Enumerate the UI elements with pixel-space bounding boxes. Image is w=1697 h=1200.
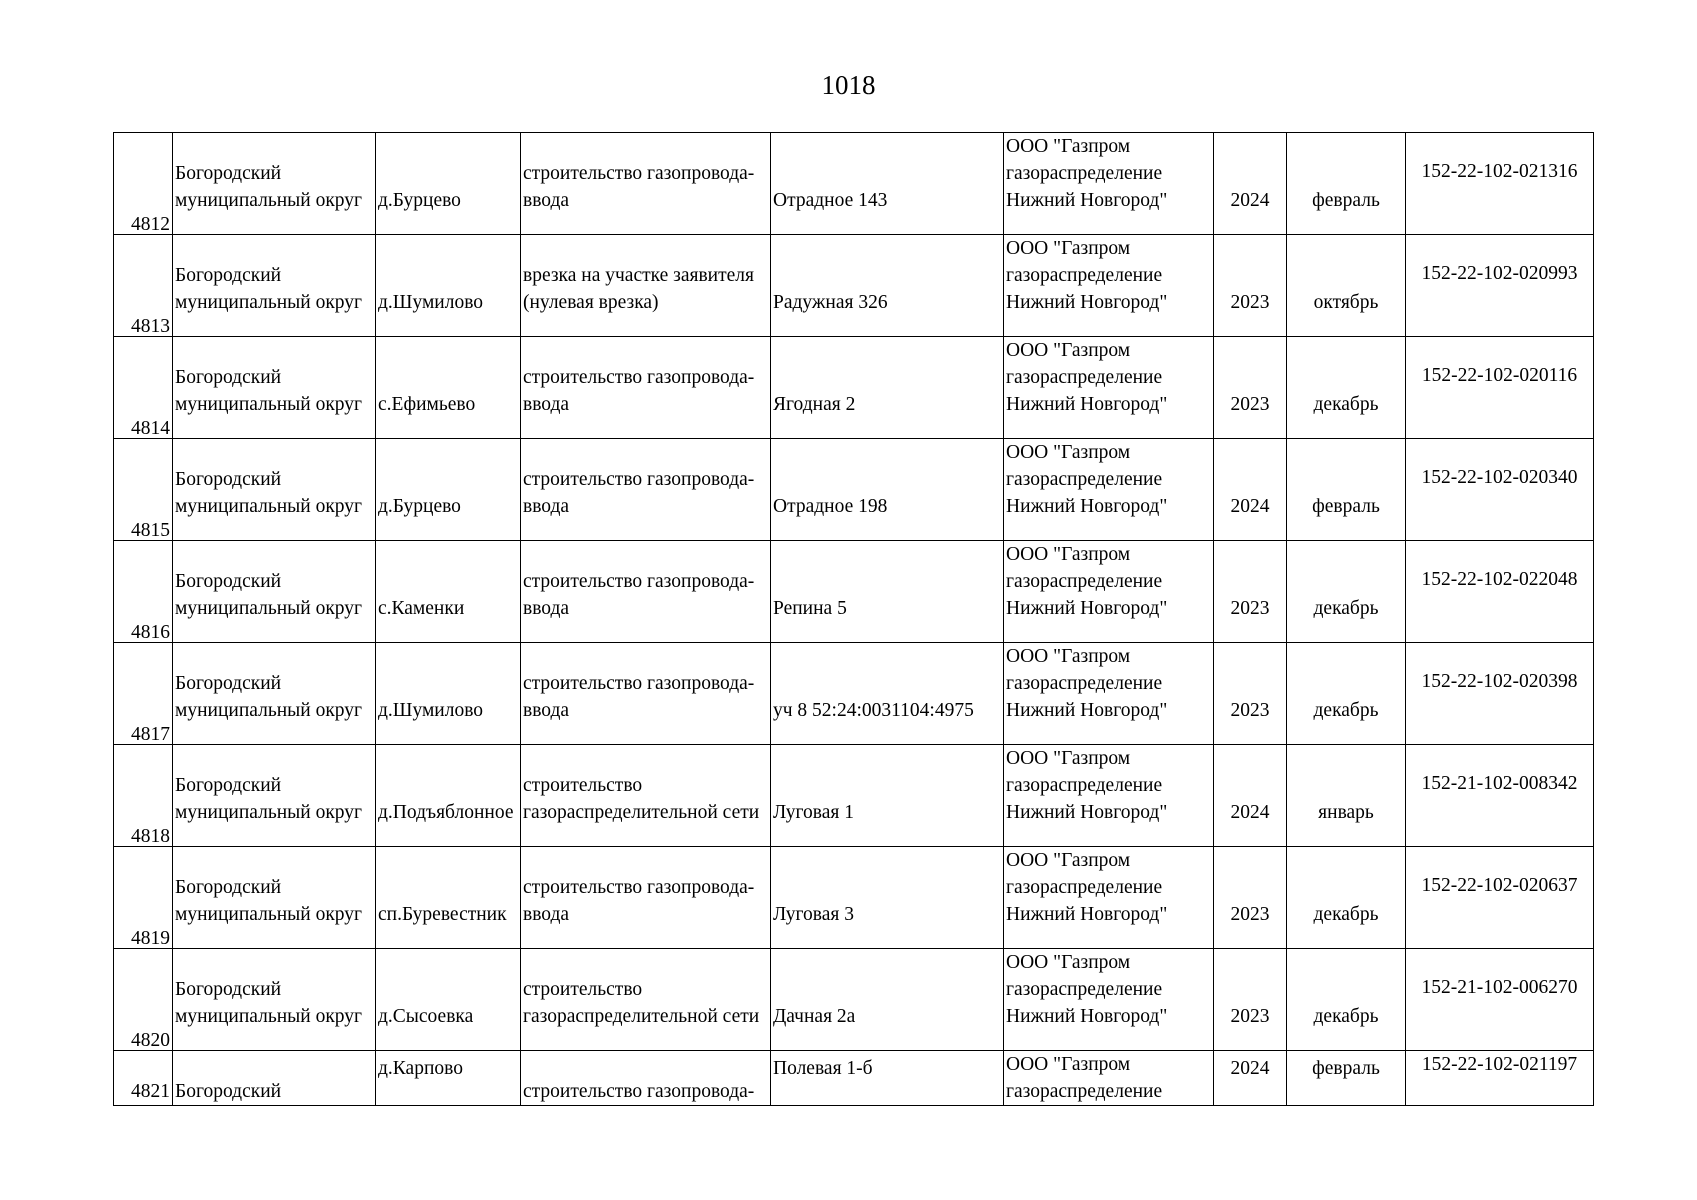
locality: сп.Буревестник [378,904,507,925]
address: Отрадное 143 [773,190,888,211]
month: декабрь [1313,394,1379,415]
table-row [114,643,1594,745]
organization-line-2: газораспределение [1006,673,1163,694]
district-line-2: муниципальный округ [175,190,363,211]
row-number: 4819 [131,928,170,949]
row-number: 4817 [131,724,170,745]
address: Ягодная 2 [773,394,856,415]
work-type-line-1: строительство газопровода- [523,673,755,694]
district-cell [173,847,376,949]
connection-code: 152-22-102-020340 [1421,467,1578,488]
year-cell [1214,949,1287,1051]
row-number: 4818 [131,826,170,847]
district-line-1: Богородский [175,877,282,898]
work-type-line-1: строительство газопровода- [523,163,755,184]
address-cell [771,541,1004,643]
month-cell [1287,541,1406,643]
district-line-1: Богородский [175,469,282,490]
district-cell [173,235,376,337]
month: январь [1318,802,1374,823]
organization-line-3: Нижний Новгород" [1006,292,1168,313]
address: Радужная 326 [773,292,888,313]
address: Луговая 3 [773,904,854,925]
work-type-line-1: строительство газопровода- [523,469,755,490]
organization-line-3: Нижний Новгород" [1006,700,1168,721]
locality: д.Шумилово [378,292,484,313]
district-line-1: Богородский [175,775,282,796]
connection-code: 152-21-102-006270 [1421,977,1578,998]
district-line-1: Богородский [175,673,282,694]
registry-body [114,133,1594,1106]
month-cell [1287,235,1406,337]
organization-line-1: ООО "Газпром [1006,544,1131,565]
organization-cell [1004,235,1214,337]
work-type-line-2: (нулевая врезка) [523,292,659,313]
code-cell [1406,1051,1594,1106]
organization-line-1: ООО "Газпром [1006,136,1131,157]
row-number: 4816 [131,622,170,643]
district-line-1: Богородский [175,367,282,388]
district-line-2: муниципальный округ [175,292,363,313]
district-line-2: муниципальный округ [175,496,363,517]
address: Луговая 1 [773,802,854,823]
row-number: 4815 [131,520,170,541]
year: 2024 [1230,496,1270,517]
year-cell [1214,541,1287,643]
organization-cell [1004,541,1214,643]
connection-code: 152-22-102-020398 [1421,671,1578,692]
organization-line-1: ООО "Газпром [1006,1054,1131,1075]
year: 2023 [1230,394,1270,415]
year: 2024 [1230,190,1270,211]
locality: д.Шумилово [378,700,484,721]
code: 152-22-102-021197 [1421,1054,1578,1075]
district-line-2: муниципальный округ [175,1006,363,1027]
district-cell [173,541,376,643]
month: декабрь [1313,700,1379,721]
work-type-line-2: ввода [523,496,570,517]
work-type-line-1: строительство газопровода- [523,571,755,592]
work-type-line-2: газораспределительной сети [523,1006,760,1027]
year-cell [1214,439,1287,541]
locality-cell [376,1051,521,1106]
page-number: 1018 [821,70,876,100]
locality: с.Ефимьево [378,394,476,415]
year: 2024 [1230,1058,1270,1079]
organization-line-3: Нижний Новгород" [1006,802,1168,823]
work-type-line-2: ввода [523,394,570,415]
address-cell [771,439,1004,541]
table-row [114,949,1594,1051]
connection-code: 152-22-102-022048 [1421,569,1578,590]
row-number-cell [114,133,173,235]
code-cell [1406,337,1594,439]
code-cell [1406,235,1594,337]
month: декабрь [1313,598,1379,619]
district-line-2: муниципальный округ [175,700,363,721]
organization-cell [1004,949,1214,1051]
month-cell [1287,643,1406,745]
row-number: 4812 [131,214,170,235]
organization-line-1: ООО "Газпром [1006,442,1131,463]
locality-cell [376,643,521,745]
address: Полевая 1-б [773,1058,873,1079]
code-cell [1406,745,1594,847]
address-cell [771,949,1004,1051]
district-cell [173,133,376,235]
year-cell [1214,745,1287,847]
organization-cell [1004,745,1214,847]
work-type-line-1: строительство газопровода- [523,877,755,898]
row-number-cell [114,541,173,643]
organization-line-3: Нижний Новгород" [1006,904,1168,925]
organization-line-2: газораспределение [1006,979,1163,1000]
work-type-line-1: врезка на участке заявителя [523,265,754,286]
district-line-1: Богородский [175,163,282,184]
year-cell [1214,643,1287,745]
table-row [114,1051,1594,1106]
organization-line-3: Нижний Новгород" [1006,496,1168,517]
locality: д.Подъяблонное [378,802,514,823]
organization-cell [1004,847,1214,949]
row-number-cell [114,235,173,337]
year-cell [1214,133,1287,235]
work-type-cell [521,439,771,541]
district-line-1: Богородский [175,265,282,286]
work-type-line-1: строительство [523,979,643,1000]
organization-cell [1004,1051,1214,1106]
organization-line-3: Нижний Новгород" [1006,1006,1168,1027]
organization-line-1: ООО "Газпром [1006,646,1131,667]
table-row [114,847,1594,949]
locality: д.Сысоевка [378,1006,474,1027]
organization-line-2: газораспределение [1006,775,1163,796]
organization-line-1: ООО "Газпром [1006,952,1131,973]
organization-line-1: ООО "Газпром [1006,850,1131,871]
year: 2023 [1230,598,1270,619]
address-cell [771,745,1004,847]
organization-line-1: ООО "Газпром [1006,238,1131,259]
organization-line-2: газораспределение [1006,163,1163,184]
district-cell [173,949,376,1051]
organization-cell [1004,439,1214,541]
code-cell [1406,949,1594,1051]
work-type-line-2: газораспределительной сети [523,802,760,823]
organization-cell [1004,337,1214,439]
organization-line-2: газораспределение [1006,877,1163,898]
organization-line-1: ООО "Газпром [1006,340,1131,361]
month-cell [1287,745,1406,847]
connection-code: 152-22-102-020637 [1421,875,1578,896]
district-cell [173,1051,376,1106]
row-number: 4821 [131,1081,170,1102]
year-cell [1214,235,1287,337]
connection-code: 152-22-102-021316 [1421,161,1578,182]
locality-cell [376,133,521,235]
address-cell [771,337,1004,439]
locality-cell [376,235,521,337]
code-cell [1406,133,1594,235]
work-type-line-2: ввода [523,700,570,721]
work-type-line-2: ввода [523,904,570,925]
year-cell [1214,1051,1287,1106]
row-number-cell [114,745,173,847]
organization-line-2: газораспределение [1006,469,1163,490]
organization-line-2: газораспределение [1006,265,1163,286]
address: Репина 5 [773,598,847,619]
organization-line-3: Нижний Новгород" [1006,598,1168,619]
month: октябрь [1313,292,1379,313]
code-cell [1406,541,1594,643]
organization-line-2: газораспределение [1006,571,1163,592]
work-type-cell [521,949,771,1051]
year: 2023 [1230,904,1270,925]
row-number: 4814 [131,418,170,439]
district-line-2: Богородский [175,1081,282,1102]
month: февраль [1312,190,1380,211]
month: декабрь [1313,904,1379,925]
work-type-line-1: строительство [523,775,643,796]
table-row [114,745,1594,847]
district-cell [173,643,376,745]
district-line-2: муниципальный округ [175,904,363,925]
work-type-cell [521,337,771,439]
month: февраль [1312,1058,1380,1079]
locality-cell [376,337,521,439]
row-number-cell [114,337,173,439]
work-type-line-2: строительство газопровода- [523,1081,755,1102]
month-cell [1287,1051,1406,1106]
locality-cell [376,949,521,1051]
year: 2024 [1230,802,1270,823]
month-cell [1287,949,1406,1051]
district-line-1: Богородский [175,979,282,1000]
district-line-2: муниципальный округ [175,598,363,619]
work-type-line-1: строительство газопровода- [523,367,755,388]
organization-line-2: газораспределение [1006,367,1163,388]
row-number-cell [114,643,173,745]
year: 2023 [1230,700,1270,721]
code-cell [1406,643,1594,745]
month: декабрь [1313,1006,1379,1027]
year-cell [1214,847,1287,949]
locality: с.Каменки [378,598,465,619]
row-number-cell [114,439,173,541]
locality-cell [376,541,521,643]
work-type-line-2: ввода [523,190,570,211]
district-cell [173,745,376,847]
month: февраль [1312,496,1380,517]
code-cell [1406,847,1594,949]
organization-line-1: ООО "Газпром [1006,748,1131,769]
registry-table [113,132,1594,1106]
row-number: 4813 [131,316,170,337]
work-type-line-2: ввода [523,598,570,619]
year-cell [1214,337,1287,439]
work-type-cell [521,235,771,337]
row-number-cell [114,949,173,1051]
organization-cell [1004,133,1214,235]
locality: д.Бурцево [378,190,461,211]
address-cell [771,133,1004,235]
locality: д.Бурцево [378,496,461,517]
year: 2023 [1230,292,1270,313]
year: 2023 [1230,1006,1270,1027]
work-type-cell [521,1051,771,1106]
locality-cell [376,439,521,541]
address: уч 8 52:24:0031104:4975 [773,700,974,721]
row-number-cell [114,847,173,949]
work-type-cell [521,745,771,847]
work-type-cell [521,541,771,643]
district-cell [173,337,376,439]
address: Отрадное 198 [773,496,888,517]
table-row [114,133,1594,235]
work-type-cell [521,133,771,235]
organization-line-3: Нижний Новгород" [1006,394,1168,415]
table-row [114,235,1594,337]
organization-line-2: газораспределение [1006,1081,1163,1102]
connection-code: 152-22-102-020116 [1421,365,1578,386]
month-cell [1287,133,1406,235]
table-row [114,337,1594,439]
address: Дачная 2а [773,1006,856,1027]
code-cell [1406,439,1594,541]
row-number: 4820 [131,1030,170,1051]
address-cell [771,847,1004,949]
table-row [114,439,1594,541]
work-type-cell [521,847,771,949]
month-cell [1287,439,1406,541]
month-cell [1287,847,1406,949]
district-cell [173,439,376,541]
address-cell [771,1051,1004,1106]
locality: д.Карпово [378,1058,463,1079]
work-type-cell [521,643,771,745]
district-line-2: муниципальный округ [175,394,363,415]
organization-cell [1004,643,1214,745]
organization-line-3: Нижний Новгород" [1006,190,1168,211]
row-number-cell [114,1051,173,1106]
connection-code: 152-21-102-008342 [1421,773,1578,794]
address-cell [771,643,1004,745]
district-line-1: Богородский [175,571,282,592]
month-cell [1287,337,1406,439]
district-line-2: муниципальный округ [175,802,363,823]
table-row [114,541,1594,643]
connection-code: 152-22-102-020993 [1421,263,1578,284]
locality-cell [376,745,521,847]
locality-cell [376,847,521,949]
address-cell [771,235,1004,337]
